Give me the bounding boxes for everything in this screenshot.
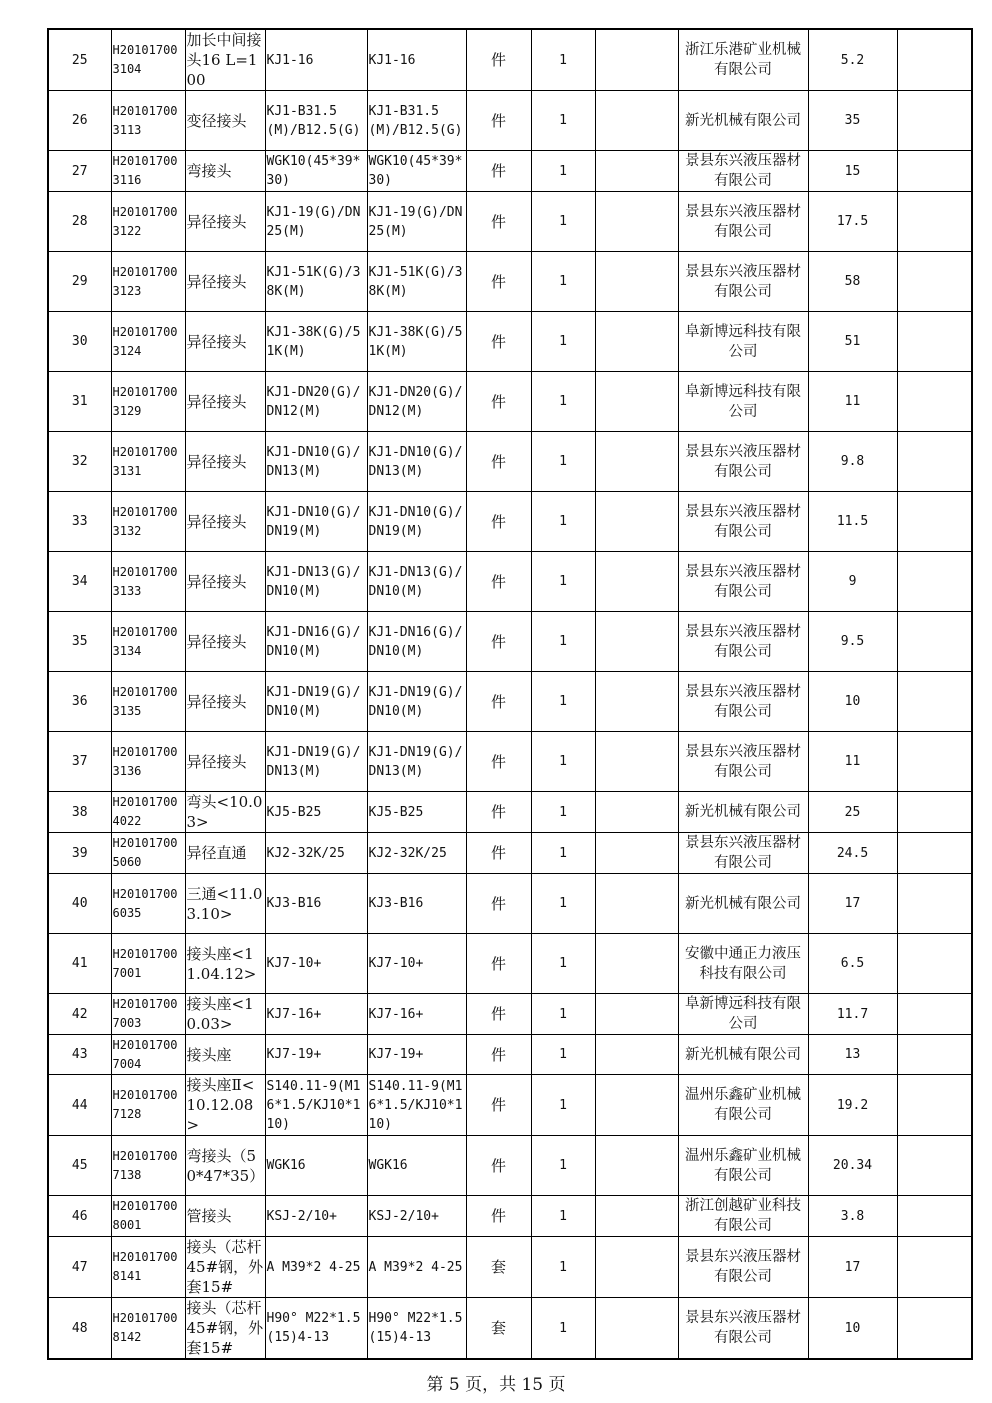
manufacturer-cell: 景县东兴液压器材有限公司 [678,192,808,252]
unit-cell: 件 [466,833,531,874]
spec-cell: KJ1-DN19(G)/DN13(M) [265,732,367,792]
quantity-cell: 1 [531,192,595,252]
remark-cell [897,29,972,91]
manufacturer-cell: 景县东兴液压器材有限公司 [678,151,808,192]
manufacturer-cell: 景县东兴液压器材有限公司 [678,833,808,874]
table-row [48,492,972,552]
blank-cell-cell [595,552,678,612]
table-row [48,372,972,432]
blank-cell-cell [595,732,678,792]
blank-cell-cell [595,372,678,432]
quantity-cell: 1 [531,492,595,552]
unit-cell: 件 [466,1196,531,1237]
model-cell: KJ1-DN16(G)/DN10(M) [367,612,466,672]
spec-cell: KJ3-B16 [265,874,367,934]
spec-cell: KJ7-16+ [265,994,367,1035]
table-row [48,252,972,312]
item-name-cell: 异径接头 [185,312,265,372]
blank-cell-cell [595,492,678,552]
remark-cell [897,612,972,672]
table-row [48,91,972,151]
unit-cell: 件 [466,432,531,492]
item-name-cell: 异径接头 [185,492,265,552]
spec-cell: S140.11-9(M16*1.5/KJ10*110) [265,1075,367,1136]
remark-cell [897,252,972,312]
model-cell: KJ1-DN13(G)/DN10(M) [367,552,466,612]
blank-cell-cell [595,1196,678,1237]
spec-cell: KJ7-10+ [265,934,367,994]
material-code-cell: H201017007128 [111,1075,185,1136]
material-code-cell: H201017008142 [111,1298,185,1360]
table-row [48,833,972,874]
blank-cell-cell [595,312,678,372]
manufacturer-cell: 景县东兴液压器材有限公司 [678,1237,808,1298]
item-name-cell: 异径接头 [185,432,265,492]
spec-cell: WGK10(45*39*30) [265,151,367,192]
quantity-cell: 1 [531,874,595,934]
unit-price-cell: 17.5 [808,192,897,252]
unit-price-cell: 11.7 [808,994,897,1035]
row-number-cell: 35 [48,612,111,672]
item-name-cell: 接头（芯杆45#钢，外套15# [186,1299,264,1357]
row-number-cell: 42 [48,994,111,1035]
unit-price-cell: 11 [808,732,897,792]
quantity-cell: 1 [531,732,595,792]
manufacturer-cell: 景县东兴液压器材有限公司 [678,1298,808,1360]
table-row [48,672,972,732]
manufacturer-cell: 温州乐鑫矿业机械有限公司 [678,1136,808,1196]
remark-cell [897,934,972,994]
manufacturer-cell: 浙江乐港矿业机械有限公司 [678,29,808,91]
blank-cell-cell [595,672,678,732]
manufacturer-cell: 新光机械有限公司 [678,1035,808,1075]
quantity-cell: 1 [531,1075,595,1136]
spec-cell: KJ1-51K(G)/38K(M) [265,252,367,312]
material-code-cell: H201017005060 [111,833,185,874]
item-name-cell: 接头（芯杆45#钢，外套15# [186,1238,264,1296]
remark-cell [897,874,972,934]
manufacturer-cell: 阜新博远科技有限公司 [678,994,808,1035]
table-row [48,1298,972,1360]
remark-cell [897,552,972,612]
table-row [48,612,972,672]
table-row [48,874,972,934]
material-code-cell: H201017003131 [111,432,185,492]
table-row [48,1196,972,1237]
unit-price-cell: 51 [808,312,897,372]
spec-cell: KJ1-16 [265,29,367,91]
row-number-cell: 41 [48,934,111,994]
quantity-cell: 1 [531,312,595,372]
item-name-cell: 异径接头 [185,672,265,732]
unit-price-cell: 35 [808,91,897,151]
remark-cell [897,91,972,151]
model-cell: KJ2-32K/25 [367,833,466,874]
quantity-cell: 1 [531,612,595,672]
unit-price-cell: 13 [808,1035,897,1075]
table-row [48,934,972,994]
row-number-cell: 48 [48,1298,111,1360]
item-name-cell: 异径接头 [185,552,265,612]
quantity-cell: 1 [531,792,595,833]
quantity-cell: 1 [531,1237,595,1298]
unit-price-cell: 9.5 [808,612,897,672]
blank-cell-cell [595,29,678,91]
unit-cell: 件 [466,874,531,934]
item-name-cell: 三通<11.03.10> [185,874,265,934]
spec-cell: KJ1-DN16(G)/DN10(M) [265,612,367,672]
quantity-cell: 1 [531,1298,595,1360]
unit-price-cell: 11.5 [808,492,897,552]
manufacturer-cell: 温州乐鑫矿业机械有限公司 [678,1075,808,1136]
remark-cell [897,1237,972,1298]
spec-cell: KJ1-DN20(G)/DN12(M) [265,372,367,432]
item-name-cell: 接头座Ⅱ<10.12.08> [185,1075,265,1136]
row-number-cell: 31 [48,372,111,432]
blank-cell-cell [595,934,678,994]
model-cell: KJ7-10+ [367,934,466,994]
remark-cell [897,1035,972,1075]
remark-cell [897,192,972,252]
manufacturer-cell: 景县东兴液压器材有限公司 [678,492,808,552]
unit-price-cell: 9 [808,552,897,612]
manufacturer-cell: 景县东兴液压器材有限公司 [678,732,808,792]
material-code-cell: H201017003113 [111,91,185,151]
unit-cell: 件 [466,192,531,252]
material-code-cell: H201017003133 [111,552,185,612]
unit-price-cell: 5.2 [808,29,897,91]
spec-cell: H90° M22*1.5(15)4-13 [265,1298,367,1360]
manufacturer-cell: 景县东兴液压器材有限公司 [678,252,808,312]
blank-cell-cell [595,192,678,252]
model-cell: KJ1-DN10(G)/DN13(M) [367,432,466,492]
quantity-cell: 1 [531,151,595,192]
material-code-cell: H201017006035 [111,874,185,934]
material-code-cell: H201017003134 [111,612,185,672]
blank-cell-cell [595,252,678,312]
unit-cell: 件 [466,732,531,792]
model-cell: KJ1-16 [367,29,466,91]
row-number-cell: 30 [48,312,111,372]
unit-cell: 件 [466,151,531,192]
unit-price-cell: 17 [808,1237,897,1298]
spec-cell: KJ1-B31.5(M)/B12.5(G) [265,91,367,151]
row-number-cell: 26 [48,91,111,151]
material-code-cell: H201017003104 [111,29,185,91]
spec-cell: WGK16 [265,1136,367,1196]
table-row [48,1237,972,1298]
unit-cell: 件 [466,29,531,91]
unit-price-cell: 20.34 [808,1136,897,1196]
row-number-cell: 39 [48,833,111,874]
material-code-cell: H201017007003 [111,994,185,1035]
table-row [48,732,972,792]
blank-cell-cell [595,1075,678,1136]
remark-cell [897,1136,972,1196]
row-number-cell: 46 [48,1196,111,1237]
material-code-cell: H201017003124 [111,312,185,372]
blank-cell-cell [595,874,678,934]
model-cell: KJ5-B25 [367,792,466,833]
unit-cell: 件 [466,994,531,1035]
blank-cell-cell [595,1237,678,1298]
spec-cell: KJ2-32K/25 [265,833,367,874]
unit-cell: 件 [466,312,531,372]
table-row [48,192,972,252]
remark-cell [897,372,972,432]
remark-cell [897,1075,972,1136]
material-code-cell: H201017004022 [111,792,185,833]
table-row [48,1136,972,1196]
item-name-cell: 接头座<11.04.12> [185,934,265,994]
remark-cell [897,432,972,492]
blank-cell-cell [595,1035,678,1075]
blank-cell-cell [595,91,678,151]
remark-cell [897,732,972,792]
remark-cell [897,312,972,372]
material-code-cell: H201017003122 [111,192,185,252]
material-code-cell: H201017007138 [111,1136,185,1196]
blank-cell-cell [595,612,678,672]
quantity-cell: 1 [531,672,595,732]
unit-cell: 件 [466,252,531,312]
quantity-cell: 1 [531,994,595,1035]
row-number-cell: 29 [48,252,111,312]
table-row [48,432,972,492]
item-name-cell: 异径接头 [185,732,265,792]
remark-cell [897,792,972,833]
model-cell: KJ7-16+ [367,994,466,1035]
model-cell: A M39*2 4-25 [367,1237,466,1298]
material-code-cell: H201017008001 [111,1196,185,1237]
table-row [48,29,972,91]
model-cell: H90° M22*1.5(15)4-13 [367,1298,466,1360]
unit-price-cell: 11 [808,372,897,432]
model-cell: KJ1-19(G)/DN25(M) [367,192,466,252]
unit-cell: 件 [466,1136,531,1196]
model-cell: KJ7-19+ [367,1035,466,1075]
manufacturer-cell: 新光机械有限公司 [678,874,808,934]
model-cell: WGK10(45*39*30) [367,151,466,192]
unit-cell: 套 [466,1237,531,1298]
blank-cell-cell [595,1136,678,1196]
row-number-cell: 44 [48,1075,111,1136]
item-name-cell: 弯头<10.03> [185,792,265,833]
material-code-cell: H201017003129 [111,372,185,432]
unit-cell: 件 [466,792,531,833]
table-row [48,151,972,192]
unit-cell: 件 [466,1035,531,1075]
row-number-cell: 32 [48,432,111,492]
quantity-cell: 1 [531,1035,595,1075]
row-number-cell: 43 [48,1035,111,1075]
table-row [48,552,972,612]
quantity-cell: 1 [531,934,595,994]
row-number-cell: 36 [48,672,111,732]
model-cell: KJ1-B31.5(M)/B12.5(G) [367,91,466,151]
unit-price-cell: 17 [808,874,897,934]
model-cell: S140.11-9(M16*1.5/KJ10*110) [367,1075,466,1136]
spec-cell: KJ1-DN10(G)/DN19(M) [265,492,367,552]
spec-cell: KJ1-DN19(G)/DN10(M) [265,672,367,732]
remark-cell [897,672,972,732]
unit-cell: 套 [466,1298,531,1360]
unit-price-cell: 9.8 [808,432,897,492]
page-footer: 第 5 页，共 15 页 [426,1375,566,1395]
parts-table [47,28,973,1360]
item-name-cell: 异径接头 [185,372,265,432]
table-row [48,1035,972,1075]
blank-cell-cell [595,151,678,192]
row-number-cell: 28 [48,192,111,252]
item-name-cell: 异径接头 [185,252,265,312]
unit-price-cell: 58 [808,252,897,312]
manufacturer-cell: 景县东兴液压器材有限公司 [678,432,808,492]
material-code-cell: H201017007001 [111,934,185,994]
row-number-cell: 27 [48,151,111,192]
unit-cell: 件 [466,372,531,432]
unit-price-cell: 3.8 [808,1196,897,1237]
item-name-cell: 异径接头 [185,612,265,672]
model-cell: WGK16 [367,1136,466,1196]
quantity-cell: 1 [531,552,595,612]
remark-cell [897,994,972,1035]
item-name-cell: 异径直通 [185,833,265,874]
model-cell: KJ3-B16 [367,874,466,934]
table-row [48,1075,972,1136]
manufacturer-cell: 新光机械有限公司 [678,792,808,833]
remark-cell [897,833,972,874]
manufacturer-cell: 浙江创越矿业科技有限公司 [678,1196,808,1237]
material-code-cell: H201017007004 [111,1035,185,1075]
remark-cell [897,1196,972,1237]
model-cell: KJ1-38K(G)/51K(M) [367,312,466,372]
spec-cell: KJ1-DN10(G)/DN13(M) [265,432,367,492]
unit-price-cell: 15 [808,151,897,192]
quantity-cell: 1 [531,432,595,492]
model-cell: KJ1-51K(G)/38K(M) [367,252,466,312]
unit-price-cell: 19.2 [808,1075,897,1136]
blank-cell-cell [595,432,678,492]
remark-cell [897,492,972,552]
table-row [48,312,972,372]
manufacturer-cell: 新光机械有限公司 [678,91,808,151]
model-cell: KJ1-DN19(G)/DN13(M) [367,732,466,792]
blank-cell-cell [595,792,678,833]
material-code-cell: H201017008141 [111,1237,185,1298]
spec-cell: KJ5-B25 [265,792,367,833]
unit-cell: 件 [466,1075,531,1136]
unit-price-cell: 24.5 [808,833,897,874]
spec-cell: KJ1-38K(G)/51K(M) [265,312,367,372]
unit-cell: 件 [466,672,531,732]
row-number-cell: 40 [48,874,111,934]
quantity-cell: 1 [531,833,595,874]
quantity-cell: 1 [531,91,595,151]
unit-price-cell: 25 [808,792,897,833]
unit-cell: 件 [466,552,531,612]
spec-cell: KJ1-DN13(G)/DN10(M) [265,552,367,612]
item-name-cell: 变径接头 [185,91,265,151]
table-row [48,994,972,1035]
material-code-cell: H201017003136 [111,732,185,792]
row-number-cell: 45 [48,1136,111,1196]
blank-cell-cell [595,994,678,1035]
material-code-cell: H201017003135 [111,672,185,732]
unit-cell: 件 [466,612,531,672]
item-name-cell: 管接头 [185,1196,265,1237]
manufacturer-cell: 景县东兴液压器材有限公司 [678,672,808,732]
model-cell: KSJ-2/10+ [367,1196,466,1237]
manufacturer-cell: 安徽中通正力液压科技有限公司 [678,934,808,994]
model-cell: KJ1-DN10(G)/DN19(M) [367,492,466,552]
row-number-cell: 38 [48,792,111,833]
item-name-cell: 接头座<10.03> [185,994,265,1035]
manufacturer-cell: 景县东兴液压器材有限公司 [678,612,808,672]
quantity-cell: 1 [531,1136,595,1196]
row-number-cell: 25 [48,29,111,91]
item-name-cell: 加长中间接头16 L=100 [185,29,265,91]
spec-cell: KSJ-2/10+ [265,1196,367,1237]
quantity-cell: 1 [531,1196,595,1237]
spec-cell: KJ1-19(G)/DN25(M) [265,192,367,252]
manufacturer-cell: 景县东兴液压器材有限公司 [678,552,808,612]
model-cell: KJ1-DN20(G)/DN12(M) [367,372,466,432]
manufacturer-cell: 阜新博远科技有限公司 [678,312,808,372]
item-name-cell: 弯接头（50*47*35） [185,1136,265,1196]
manufacturer-cell: 阜新博远科技有限公司 [678,372,808,432]
blank-cell-cell [595,833,678,874]
spec-cell: A M39*2 4-25 [265,1237,367,1298]
blank-cell-cell [595,1298,678,1360]
unit-price-cell: 10 [808,672,897,732]
table-row [48,792,972,833]
quantity-cell: 1 [531,372,595,432]
row-number-cell: 34 [48,552,111,612]
material-code-cell: H201017003132 [111,492,185,552]
item-name-cell: 接头座 [185,1035,265,1075]
remark-cell [897,1298,972,1360]
unit-price-cell: 6.5 [808,934,897,994]
quantity-cell: 1 [531,29,595,91]
unit-price-cell: 10 [808,1298,897,1360]
unit-cell: 件 [466,91,531,151]
unit-cell: 件 [466,492,531,552]
remark-cell [897,151,972,192]
item-name-cell: 弯接头 [185,151,265,192]
material-code-cell: H201017003123 [111,252,185,312]
row-number-cell: 37 [48,732,111,792]
material-code-cell: H201017003116 [111,151,185,192]
spec-cell: KJ7-19+ [265,1035,367,1075]
quantity-cell: 1 [531,252,595,312]
row-number-cell: 33 [48,492,111,552]
item-name-cell: 异径接头 [185,192,265,252]
model-cell: KJ1-DN19(G)/DN10(M) [367,672,466,732]
unit-cell: 件 [466,934,531,994]
row-number-cell: 47 [48,1237,111,1298]
